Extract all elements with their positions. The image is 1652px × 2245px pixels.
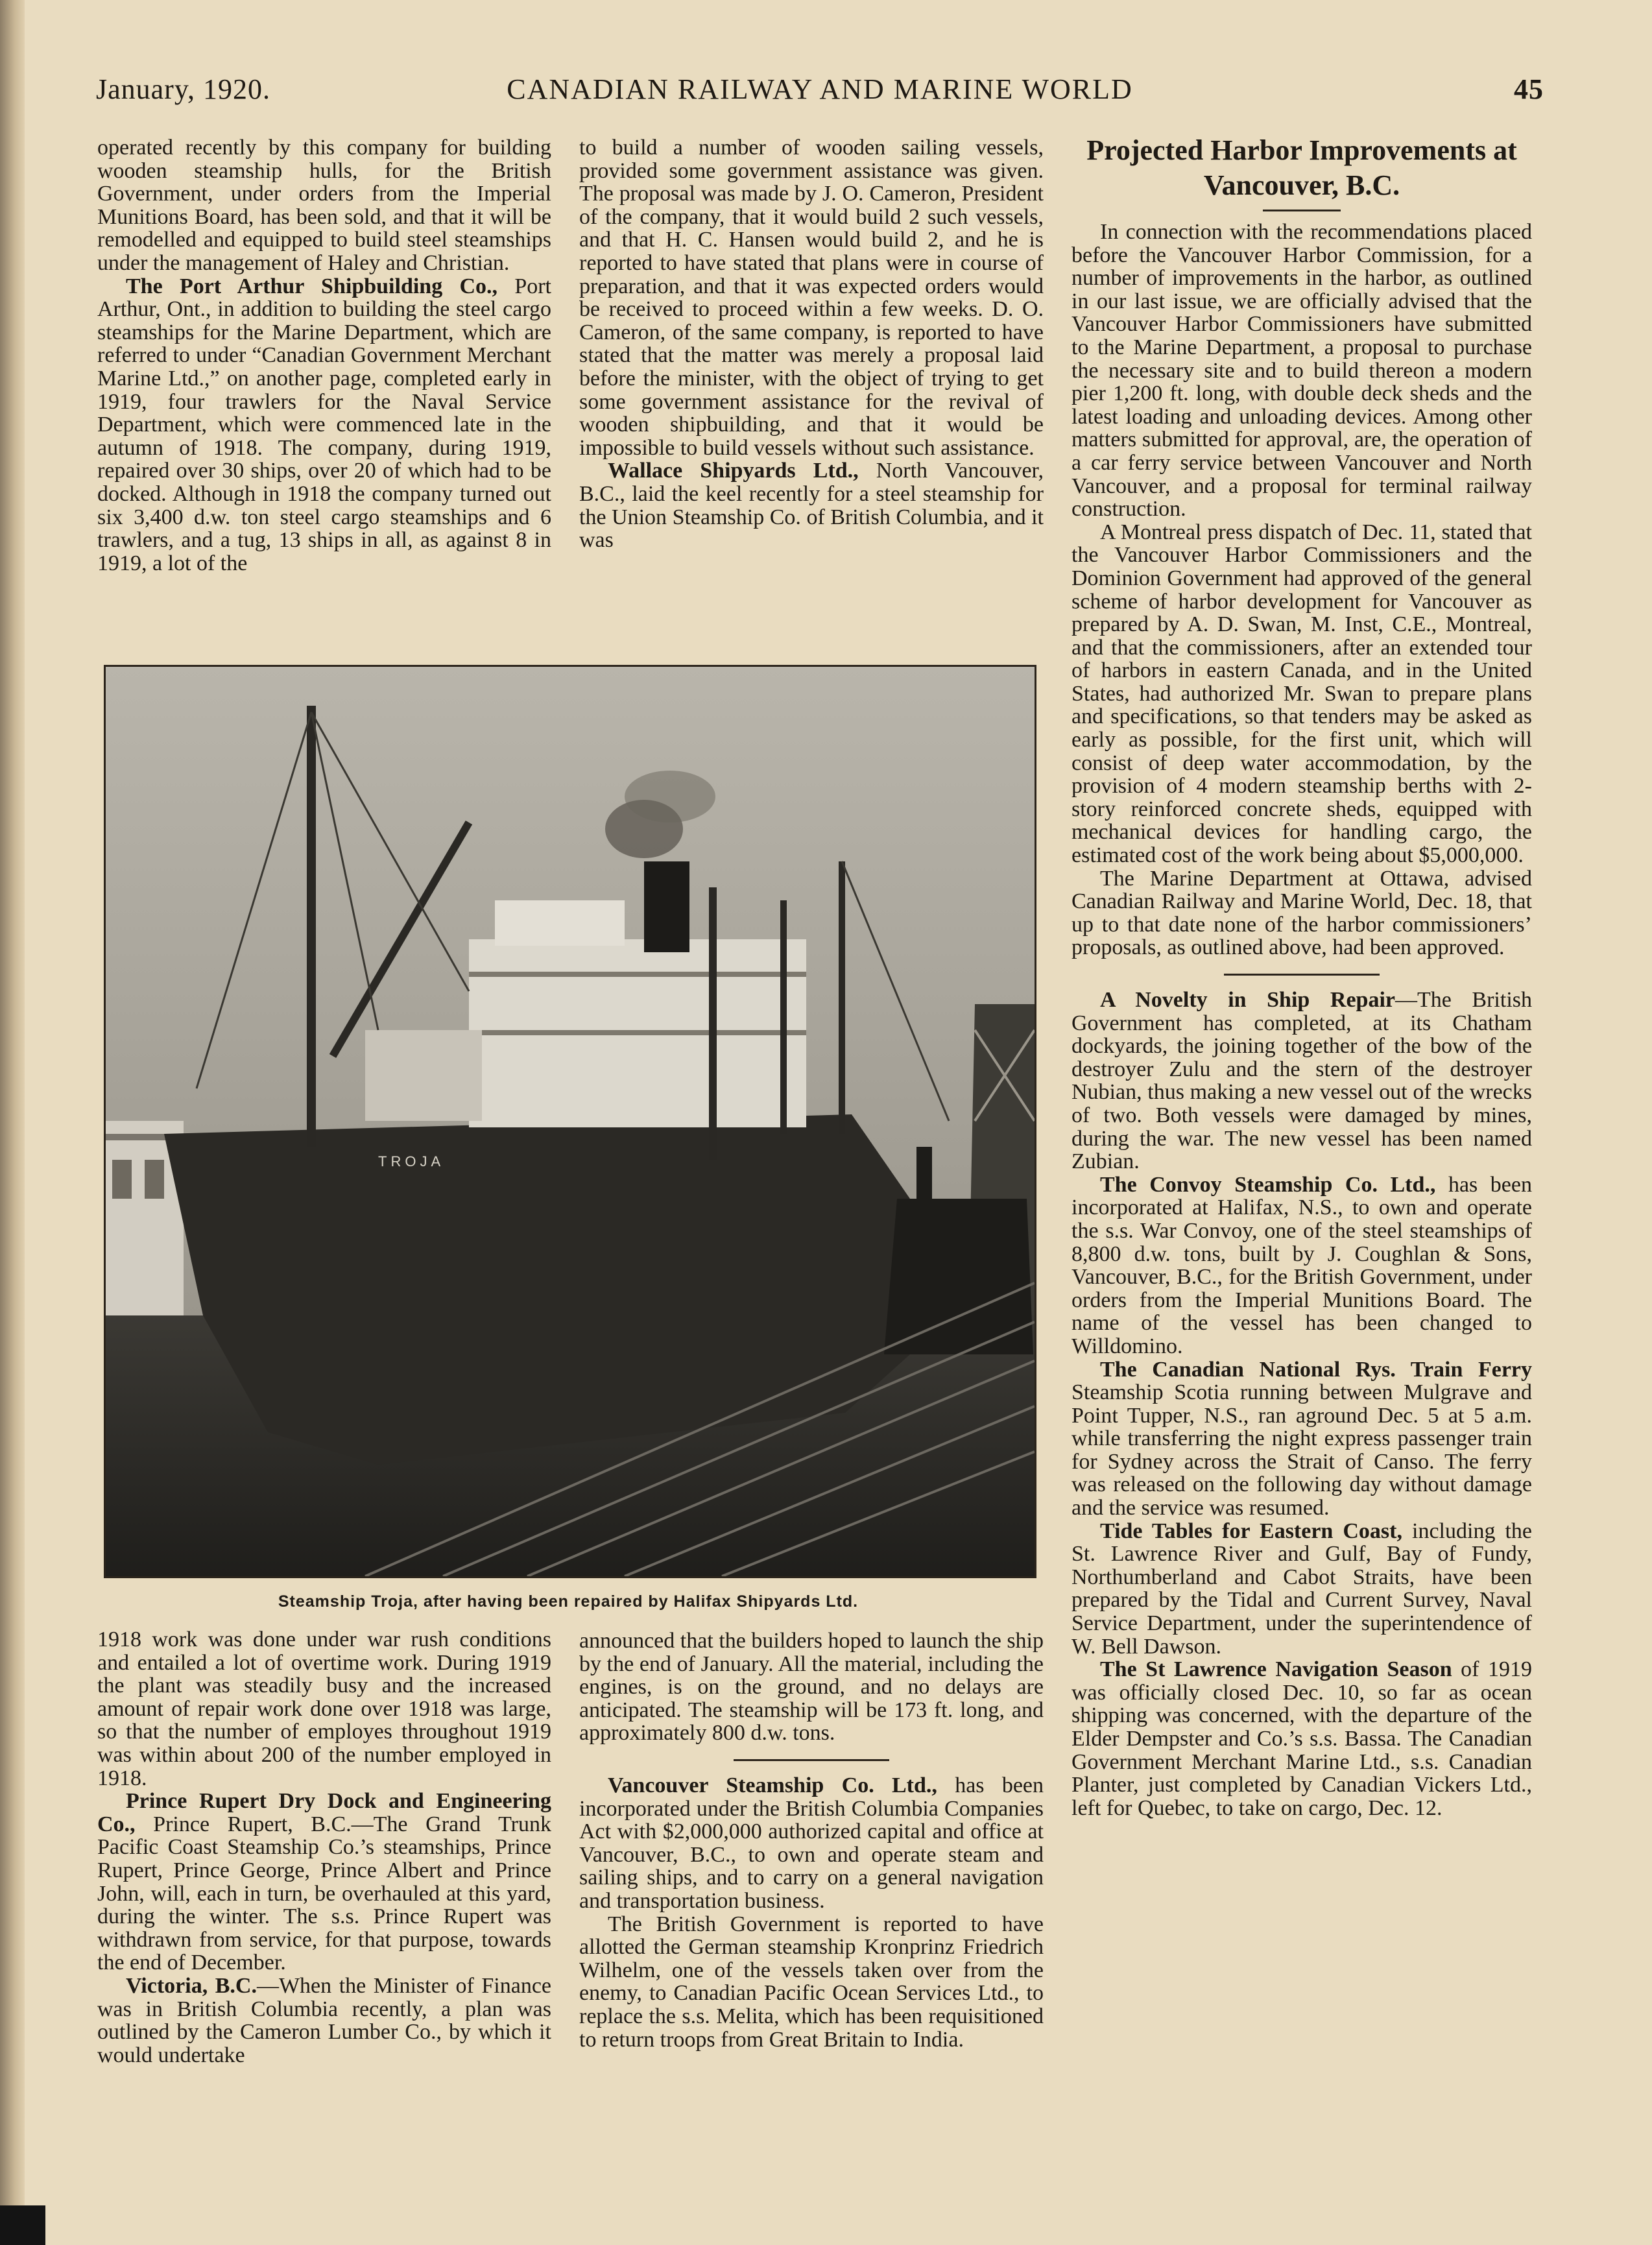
page-number: 45 (1514, 73, 1544, 105)
photo-caption: Steamship Troja, after having been repaired by Halifax Shipyards Ltd. (278, 1592, 859, 1611)
steamship-troja-illustration (106, 667, 1035, 1576)
item-body: Steamship Scotia running between Mulgrave and Point Tupper, N.S., ran aground Dec. 5 at 5 a.m. while transferring the night express passenger train for Sydney across the Strait of Canso. The ferry was released on the following day without damage and the service was resumed. (1071, 1380, 1532, 1520)
title-rule (1263, 210, 1341, 211)
item-heading: The Convoy Steamship Co. Ltd., (1100, 1172, 1436, 1197)
article-title: Projected Harbor Improvements at Vancouver, B.C. (1086, 134, 1517, 201)
paragraph: The Marine Department at Ottawa, advised Canadian Railway and Marine World, Dec. 18, that up to that date none of the harbor commissioners’ proposals, as outlined above, had been approved. (1071, 866, 1532, 960)
paragraph: announced that the builders hoped to launch the ship by the end of January. All the material, including the engines, is on the ground, and no delays are anticipated. The steamship will be 173 ft. long, and approximately 800 d.w. tons. (579, 1629, 1044, 1746)
paragraph: In connection with the recommendations placed before the Vancouver Harbor Commission, for a number of improvements in the harbor, as outlined in our last issue, we are officially advised that the Vancouver Harbor Commissioners have submitted to the Marine Department, a proposal to purchase the necessary site and to build thereon a modern pier 1,200 ft. long, with double deck sheds and the latest loading and unloading devices. Among other matters submitted for approval, are, the operation of a car ferry service between Vancouver and North Vancouver, and a proposal for terminal railway construction. (1071, 220, 1532, 522)
item-heading: A Novelty in Ship Repair (1100, 988, 1395, 1012)
column-3 (1071, 133, 1532, 1819)
item-body: —The British Government has completed, at its Chatham dockyards, the joining together of the bow of the destroyer Zulu and the stern of the destroyer Nubian, thus making a new vessel out of the wrecks of two. Both vessels were damaged by mines, during the war. The new vessel has been named Zubian. (1071, 988, 1532, 1174)
paragraph (1071, 1520, 1532, 1659)
item-body: of 1919 was officially closed Dec. 10, so far as ocean shipping was concerned, with the departure of the Elder Dempster and Co.’s s.s. Bassa. The Canadian Government Merchant Marine Ltd., s.s. Canadian Planter, just completed by Canadian Vickers Ltd., left for Quebec, to take on cargo, Dec. 12. (1071, 1657, 1532, 1820)
item-heading: Vancouver Steamship Co. Ltd., (608, 1773, 937, 1797)
column-1-bottom (97, 1628, 551, 2067)
item-heading: Wallace Shipyards Ltd., (608, 459, 859, 483)
item-body: Port Arthur, Ont., in addition to building the steel cargo steamships for the Marine Department, which are referred to under “Canadian Government Merchant Marine Ltd.,” on another page, completed early in 1919, four trawlers for the Naval Service Department, which were commenced late in the autumn of 1918. The company, during 1919, repaired over 30 ships, over 20 of which had to be docked. Although in 1918 the company turned out six 3,400 d.w. ton steel cargo steamships and 6 trawlers, and a tug, 13 ships in all, as against 8 in 1919, a lot of the (97, 274, 551, 575)
scan-edge (0, 2205, 45, 2245)
paragraph: A Montreal press dispatch of Dec. 11, stated that the Vancouver Harbor Commissioners and the Dominion Government had approved of the general scheme of harbor development for Vancouver as prepared by A. D. Swan, M. Inst, C.E., Montreal, and that the commissioners, after an extended tour of harbors in eastern Canada, and in the United States, had authorized Mr. Swan to prepare plans and specifications, so that tenders may be asked as early as possible, for the first unit, which will consist of deep water accommodation, by the provision of 4 modern steamship berths with 2-story reinforced concrete sheds, equipped with mechanical devices for handling cargo, the estimated cost of the work being about $5,000,000. (1071, 520, 1532, 868)
section-divider (734, 1759, 889, 1761)
book-gutter (0, 0, 25, 2245)
paragraph: The British Government is reported to have allotted the German steamship Kronprinz Friedrich Wilhelm, one of the vessels taken over from the enemy, to Canadian Pacific Ocean Services Ltd., to replace the s.s. Melita, which has been requisitioned to return troops from Great Britain to India. (579, 1912, 1044, 2052)
item-body: —When the Minister of Finance was in British Columbia recently, a plan was outlined by the Cameron Lumber Co., by which it would undertake (97, 1973, 552, 2067)
paragraph (97, 1975, 551, 2067)
hull-name: TROJA (378, 1153, 445, 1170)
paragraph (1071, 989, 1532, 1173)
paragraph: operated recently by this company for building wooden steamship hulls, for the British Government, under orders from the Imperial Munitions Board, has been sold, and that it will be remodelled and equipped to build steel steamships under the management of Haley and Christian. (97, 136, 551, 275)
paragraph (579, 1774, 1044, 1913)
column-2-top (579, 136, 1044, 552)
paragraph (97, 1790, 551, 1975)
item-body: including the St. Lawrence River and Gulf, Bay of Fundy, Northumberland and Cabot Straits, have been prepared by the Tidal and Current Survey, Naval Service Department, under the superintendence of W. Bell Dawson. (1071, 1519, 1533, 1659)
masthead: CANADIAN RAILWAY AND MARINE WORLD (507, 73, 1133, 105)
paragraph (1071, 1358, 1532, 1520)
item-heading: The St Lawrence Navigation Season (1100, 1657, 1452, 1682)
paragraph: 1918 work was done under war rush conditions and entailed a lot of overtime work. During 1919 the plant was steadily busy and the increased amount of repair work done over 1918 was large, so that the number of employes throughout 1919 was within about 200 of the number employed in 1918. (97, 1627, 551, 1790)
paragraph (97, 275, 551, 575)
item-body: Prince Rupert, B.C.—The Grand Trunk Pacific Coast Steamship Co.’s steamships, Prince Rupert, Prince George, Prince Albert and Prince John, will, each in turn, be overhauled at this yard, during the winter. The s.s. Prince Rupert was withdrawn from service, for that purpose, towards the end of December. (97, 1812, 551, 1975)
page-header (96, 73, 1544, 112)
item-body: has been incorporated at Halifax, N.S., to own and operate the s.s. War Convoy, one of the steel steamships of 8,800 d.w. tons, built by J. Coughlan & Sons, Vancouver, B.C., for the British Government, under orders from the Imperial Munitions Board. The name of the vessel has been changed to Willdomino. (1071, 1172, 1532, 1358)
item-heading: The Canadian National Rys. Train Ferry (1100, 1357, 1532, 1382)
item-body: North Vancouver, B.C., laid the keel recently for a steel steamship for the Union Steamship Co. of British Columbia, and it was (579, 459, 1044, 553)
ship-photograph (104, 665, 1036, 1578)
paragraph (579, 459, 1044, 551)
item-heading: Prince Rupert Dry Dock and Engineering Co., (97, 1789, 551, 1836)
paragraph (1071, 1173, 1532, 1358)
item-heading: Victoria, B.C. (126, 1973, 257, 1998)
item-body: has been incorporated under the British Columbia Companies Act with $2,000,000 authorized capital and office at Vancouver, B.C., to own and operate steam and sailing ships, and to carry on a general navigation and transportation business. (579, 1773, 1044, 1913)
item-heading: The Port Arthur Shipbuilding Co., (126, 274, 498, 298)
column-2-bottom (579, 1629, 1044, 2051)
issue-date: January, 1920. (96, 73, 270, 105)
column-1-top (97, 136, 551, 575)
paragraph: to build a number of wooden sailing vessels, provided some government assistance was given. The proposal was made by J. O. Cameron, President of the company, that it would build 2 such vessels, and that H. C. Hansen would build 2, and he is reported to have stated that plans were in course of preparation, and that it was expected orders would be received to proceed within a few weeks. D. O. Cameron, of the same company, is reported to have stated that the matter was merely a proposal laid before the minister, with the object of trying to get some government assistance for the revival of wooden shipbuilding, and that it would be impossible to build vessels without such assistance. (579, 136, 1044, 460)
section-divider (1224, 974, 1380, 976)
paragraph (1071, 1658, 1532, 1819)
item-heading: Tide Tables for Eastern Coast, (1100, 1519, 1402, 1543)
